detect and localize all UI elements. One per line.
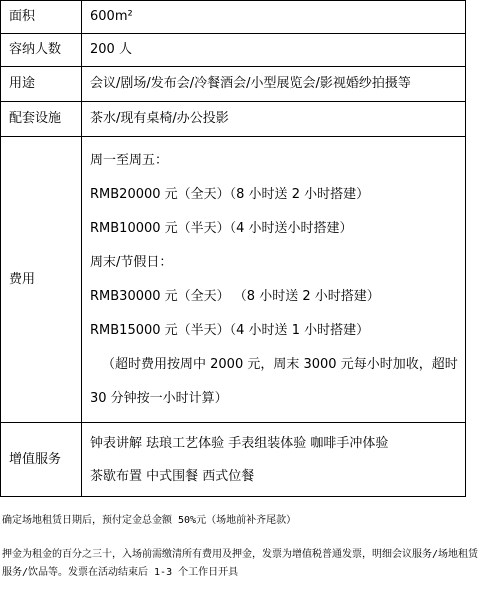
table-row-capacity xyxy=(1,34,466,67)
table-row-usage xyxy=(1,67,466,102)
fee-weekend-half-day: RMB15000 元（半天）（4 小时送 1 小时搭建） xyxy=(90,322,370,338)
area-label: 面积 xyxy=(1,1,82,34)
fee-weekend-full-day: RMB30000 元（全天） （8 小时送 2 小时搭建） xyxy=(90,288,380,304)
facilities-label: 配套设施 xyxy=(1,102,82,137)
capacity-label: 容纳人数 xyxy=(1,34,82,67)
fee-overtime-note-cont: 30 分钟按一小时计算） xyxy=(90,390,228,406)
fees-details xyxy=(82,137,466,423)
table-row-facilities xyxy=(1,102,466,137)
fee-weekday-half-day: RMB10000 元（半天）（4 小时送小时搭建） xyxy=(90,220,353,236)
fee-weekday-heading: 周一至周五： xyxy=(90,152,169,168)
usage-value: 会议/剧场/发布会/冷餐酒会/小型展览会/影视婚纱拍摄等 xyxy=(82,67,466,102)
fee-weekend-heading: 周末/节假日： xyxy=(90,254,173,270)
usage-label: 用途 xyxy=(1,67,82,102)
fees-label: 费用 xyxy=(1,137,82,423)
table-row-fees xyxy=(1,137,466,423)
invoice-note: 押金为租金的百分之三十，入场前需缴清所有费用及押金，发票为增值税普通发票，明细会议服务/场地租赁服务/饮品等。发票在活动结束后 1-3 个工作日开具 xyxy=(2,549,479,578)
facilities-value: 茶水/现有桌椅/办公投影 xyxy=(82,102,466,137)
area-value: 600m² xyxy=(82,1,466,34)
deposit-note: 确定场地租赁日期后，预付定金总金额 50%元（场地前补齐尾款） xyxy=(2,515,297,526)
fee-weekday-full-day: RMB20000 元（全天）（8 小时送 2 小时搭建） xyxy=(90,186,370,202)
addons-label: 增值服务 xyxy=(1,423,82,497)
table-row-area xyxy=(1,1,466,34)
addons-details xyxy=(82,423,466,497)
fee-overtime-note: （超时费用按周中 2000 元，周末 3000 元每小时加收，超时 xyxy=(102,356,458,372)
capacity-value: 200 人 xyxy=(82,34,466,67)
addon-experiences: 钟表讲解 珐琅工艺体验 手表组装体验 咖啡手冲体验 xyxy=(90,435,389,451)
addon-catering: 茶歇布置 中式围餐 西式位餐 xyxy=(90,468,255,484)
table-row-addons xyxy=(1,423,466,497)
